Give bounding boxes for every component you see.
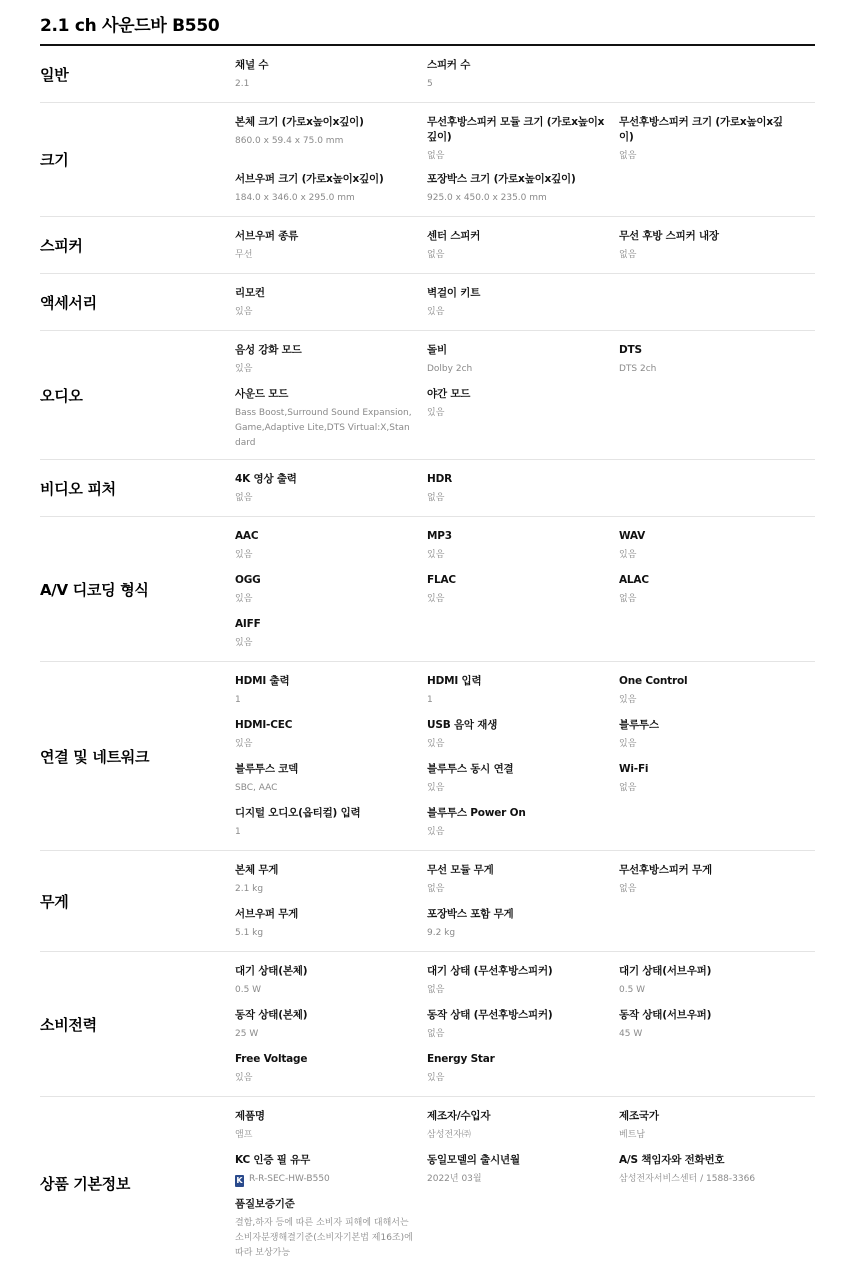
- spec-value: 925.0 x 450.0 x 235.0 mm: [427, 193, 547, 203]
- spec-item: [235, 674, 427, 710]
- spec-item: [619, 343, 809, 379]
- spec-value: 없음: [619, 884, 637, 894]
- spec-label: Free Voltage: [235, 1053, 308, 1065]
- spec-label: 동작 상태(본체): [235, 1009, 308, 1021]
- spec-item: [427, 573, 619, 609]
- spec-value: 없음: [427, 493, 445, 503]
- spec-label: AIFF: [235, 618, 261, 630]
- spec-item: [235, 229, 427, 265]
- spec-label: 채널 수: [235, 59, 269, 71]
- spec-item: [235, 964, 427, 1000]
- spec-label: MP3: [427, 530, 452, 542]
- spec-value: Dolby 2ch: [427, 364, 473, 374]
- spec-grid: [235, 115, 815, 208]
- spec-section: [40, 217, 815, 274]
- spec-grid: [235, 529, 815, 653]
- section-title: 액세서리: [40, 293, 97, 312]
- section-title: 연결 및 네트워크: [40, 747, 150, 766]
- spec-value: 있음: [427, 408, 445, 418]
- section-title: 비디오 피처: [40, 479, 116, 498]
- spec-item: [427, 229, 619, 265]
- spec-grid: [235, 674, 815, 842]
- spec-value: 있음: [427, 307, 445, 317]
- spec-value: 베트남: [619, 1130, 646, 1140]
- spec-label: 서브우퍼 무게: [235, 908, 299, 920]
- spec-item: [235, 907, 427, 943]
- spec-label: 4K 영상 출력: [235, 473, 297, 485]
- spec-label: 무선후방스피커 무게: [619, 864, 712, 876]
- spec-item: [427, 863, 619, 899]
- spec-value: 있음: [619, 695, 637, 705]
- spec-value: 결함,하자 등에 따른 소비자 피해에 대해서는 소비자분쟁해결기준(소비자기본법 제16조)에 따라 보상가능: [235, 1218, 413, 1258]
- spec-value: 2.1 kg: [235, 884, 264, 894]
- spec-item: [427, 1052, 619, 1088]
- spec-value: 860.0 x 59.4 x 75.0 mm: [235, 136, 344, 146]
- spec-label: AAC: [235, 530, 259, 542]
- spec-value: 앰프: [235, 1130, 253, 1140]
- spec-value: 있음: [427, 1073, 445, 1083]
- spec-item: [235, 718, 427, 754]
- spec-label: 블루투스 코덱: [235, 763, 299, 775]
- spec-label: 포장박스 크기 (가로x높이x깊이): [427, 173, 576, 185]
- spec-item: [427, 1153, 619, 1189]
- spec-label: 서브우퍼 크기 (가로x높이x깊이): [235, 173, 384, 185]
- spec-item: [235, 1008, 427, 1044]
- spec-value: 없음: [235, 493, 253, 503]
- spec-sections: [40, 46, 815, 1269]
- spec-label: 대기 상태(본체): [235, 965, 308, 977]
- section-title: 상품 기본정보: [40, 1174, 131, 1193]
- page-title: 2.1 ch 사운드바 B550: [40, 16, 220, 36]
- spec-section: [40, 952, 815, 1097]
- spec-value: SBC, AAC: [235, 783, 278, 793]
- spec-section: [40, 331, 815, 460]
- spec-label: USB 음악 재생: [427, 719, 498, 731]
- spec-item: [235, 472, 427, 508]
- spec-label: One Control: [619, 675, 688, 687]
- spec-item: [427, 387, 619, 451]
- spec-value: 0.5 W: [235, 985, 262, 995]
- spec-label: KC 인증 필 유무: [235, 1154, 311, 1166]
- spec-value: 있음: [235, 307, 253, 317]
- section-title: 일반: [40, 65, 69, 84]
- spec-item: [427, 762, 619, 798]
- spec-value: 25 W: [235, 1029, 259, 1039]
- spec-label: 리모컨: [235, 287, 265, 299]
- spec-label: Wi-Fi: [619, 763, 649, 775]
- spec-label: 대기 상태(서브우퍼): [619, 965, 712, 977]
- spec-grid: [235, 343, 815, 451]
- spec-section: [40, 517, 815, 662]
- spec-grid: [235, 1109, 815, 1261]
- spec-section: [40, 46, 815, 103]
- spec-item: [427, 718, 619, 754]
- spec-label: 제품명: [235, 1110, 265, 1122]
- spec-value: 0.5 W: [619, 985, 646, 995]
- spec-item: [619, 1008, 809, 1044]
- spec-value: 있음: [235, 550, 253, 560]
- spec-item: [619, 1109, 809, 1145]
- spec-item: [235, 1153, 427, 1189]
- spec-item: [235, 573, 427, 609]
- spec-label: 사운드 모드: [235, 388, 289, 400]
- spec-label: Energy Star: [427, 1053, 495, 1065]
- spec-item: [235, 1052, 427, 1088]
- spec-grid: [235, 229, 815, 265]
- spec-item: [427, 172, 619, 208]
- spec-item: [619, 573, 809, 609]
- spec-value: 무선: [235, 250, 253, 260]
- spec-label: 본체 크기 (가로x높이x깊이): [235, 116, 364, 128]
- spec-label: DTS: [619, 344, 642, 356]
- spec-value: 9.2 kg: [427, 928, 456, 938]
- spec-label: ALAC: [619, 574, 649, 586]
- spec-value: 1: [235, 695, 241, 705]
- spec-label: OGG: [235, 574, 261, 586]
- spec-label: HDMI 입력: [427, 675, 482, 687]
- spec-value: 없음: [619, 250, 637, 260]
- spec-value: 있음: [427, 550, 445, 560]
- spec-label: 디지털 오디오(옵티컬) 입력: [235, 807, 361, 819]
- spec-grid: [235, 286, 815, 322]
- spec-value: 없음: [619, 783, 637, 793]
- spec-value: 없음: [619, 594, 637, 604]
- spec-label: HDMI 출력: [235, 675, 290, 687]
- spec-label: 야간 모드: [427, 388, 471, 400]
- spec-section: [40, 274, 815, 331]
- spec-label: 대기 상태 (무선후방스피커): [427, 965, 553, 977]
- spec-value: 없음: [427, 985, 445, 995]
- spec-value: 2022년 03월: [427, 1174, 482, 1184]
- spec-item: [427, 674, 619, 710]
- spec-section: [40, 1097, 815, 1269]
- spec-value: 있음: [427, 827, 445, 837]
- spec-item: [619, 229, 809, 265]
- spec-item: [427, 1008, 619, 1044]
- spec-item: [427, 529, 619, 565]
- spec-item: [619, 863, 809, 899]
- spec-item: [235, 58, 427, 94]
- spec-item: [427, 115, 619, 164]
- spec-item: [427, 58, 619, 94]
- spec-label: A/S 책임자와 전화번호: [619, 1154, 725, 1166]
- spec-label: 블루투스 동시 연결: [427, 763, 514, 775]
- spec-item: [619, 529, 809, 565]
- section-title: 오디오: [40, 386, 83, 405]
- spec-section: [40, 460, 815, 517]
- section-title: A/V 디코딩 형식: [40, 580, 149, 599]
- section-title: 스피커: [40, 236, 83, 255]
- spec-grid: [235, 863, 815, 943]
- kc-certification-icon: K: [236, 1176, 243, 1185]
- spec-label: 본체 무게: [235, 864, 279, 876]
- spec-value: 있음: [427, 739, 445, 749]
- spec-item: [235, 806, 427, 842]
- spec-item: [619, 1153, 809, 1189]
- spec-item: [235, 617, 427, 653]
- spec-value: 삼성전자서비스센터 / 1588-3366: [619, 1174, 756, 1184]
- spec-value: 있음: [235, 638, 253, 648]
- spec-item: [427, 964, 619, 1000]
- spec-label: 제조국가: [619, 1110, 659, 1122]
- spec-value: 없음: [427, 151, 445, 161]
- spec-value: 있음: [235, 1073, 253, 1083]
- spec-value: 1: [427, 695, 433, 705]
- spec-label: 제조자/수입자: [427, 1110, 491, 1122]
- spec-label: 무선 후방 스피커 내장: [619, 230, 719, 242]
- spec-label: 서브우퍼 종류: [235, 230, 299, 242]
- spec-label: 포장박스 포함 무게: [427, 908, 514, 920]
- spec-item: [235, 529, 427, 565]
- spec-value: Bass Boost,Surround Sound Expansion,Game,Adaptive Lite,DTS Virtual:X,Standard: [235, 408, 412, 448]
- spec-item: [235, 115, 427, 164]
- spec-label: 블루투스: [619, 719, 659, 731]
- spec-item: [235, 387, 427, 451]
- spec-item: [619, 718, 809, 754]
- spec-value: 있음: [427, 594, 445, 604]
- spec-item: [427, 806, 619, 842]
- spec-item: [427, 907, 619, 943]
- spec-label: WAV: [619, 530, 646, 542]
- spec-value: 있음: [235, 594, 253, 604]
- spec-value: 있음: [619, 739, 637, 749]
- spec-value-text: R-R-SEC-HW-B550: [249, 1174, 330, 1184]
- spec-value: 5: [427, 79, 433, 89]
- section-title: 소비전력: [40, 1015, 97, 1034]
- section-title: 크기: [40, 151, 69, 169]
- spec-label: 무선후방스피커 크기 (가로x높이x깊이): [619, 116, 783, 143]
- spec-value: 없음: [427, 250, 445, 260]
- spec-label: 음성 강화 모드: [235, 344, 302, 356]
- spec-value: [235, 1172, 415, 1187]
- spec-label: 무선 모듈 무게: [427, 864, 494, 876]
- spec-label: 동작 상태(서브우퍼): [619, 1009, 712, 1021]
- spec-value: 1: [235, 827, 241, 837]
- spec-value: 5.1 kg: [235, 928, 264, 938]
- spec-section: [40, 662, 815, 851]
- spec-value: 없음: [619, 151, 637, 161]
- spec-grid: [235, 472, 815, 508]
- spec-value: 있음: [235, 364, 253, 374]
- spec-value: 45 W: [619, 1029, 643, 1039]
- spec-label: 동일모델의 출시년월: [427, 1154, 520, 1166]
- spec-label: HDR: [427, 473, 452, 485]
- spec-value: 삼성전자㈜: [427, 1130, 471, 1140]
- title-bar: [40, 0, 815, 46]
- spec-value: 있음: [427, 783, 445, 793]
- spec-value: 없음: [427, 1029, 445, 1039]
- spec-item: [235, 1197, 427, 1261]
- spec-value: 있음: [235, 739, 253, 749]
- spec-item: [235, 1109, 427, 1145]
- spec-label: HDMI-CEC: [235, 719, 293, 731]
- spec-grid: [235, 58, 815, 94]
- spec-grid: [235, 964, 815, 1088]
- spec-label: FLAC: [427, 574, 456, 586]
- spec-item: [235, 172, 427, 208]
- spec-section: [40, 103, 815, 217]
- spec-item: [427, 1109, 619, 1145]
- spec-item: [235, 286, 427, 322]
- spec-value: 184.0 x 346.0 x 295.0 mm: [235, 193, 355, 203]
- spec-item: [619, 762, 809, 798]
- spec-label: 스피커 수: [427, 59, 471, 71]
- spec-label: 벽걸이 키트: [427, 287, 481, 299]
- spec-item: [619, 674, 809, 710]
- spec-value: 2.1: [235, 79, 250, 89]
- spec-item: [235, 343, 427, 379]
- spec-label: 센터 스피커: [427, 230, 481, 242]
- spec-label: 블루투스 Power On: [427, 807, 526, 819]
- spec-item: [427, 286, 619, 322]
- spec-value: 없음: [427, 884, 445, 894]
- spec-label: 무선후방스피커 모듈 크기 (가로x높이x깊이): [427, 116, 605, 143]
- spec-label: 품질보증기준: [235, 1198, 295, 1210]
- spec-item: [235, 863, 427, 899]
- spec-section: [40, 851, 815, 952]
- spec-label: 동작 상태 (무선후방스피커): [427, 1009, 553, 1021]
- spec-value: DTS 2ch: [619, 364, 657, 374]
- section-title: 무게: [40, 892, 69, 911]
- spec-item: [235, 762, 427, 798]
- spec-value: 있음: [619, 550, 637, 560]
- spec-item: [619, 964, 809, 1000]
- spec-label: 돌비: [427, 344, 447, 356]
- spec-item: [427, 343, 619, 379]
- spec-item: [427, 472, 619, 508]
- spec-item: [619, 115, 809, 164]
